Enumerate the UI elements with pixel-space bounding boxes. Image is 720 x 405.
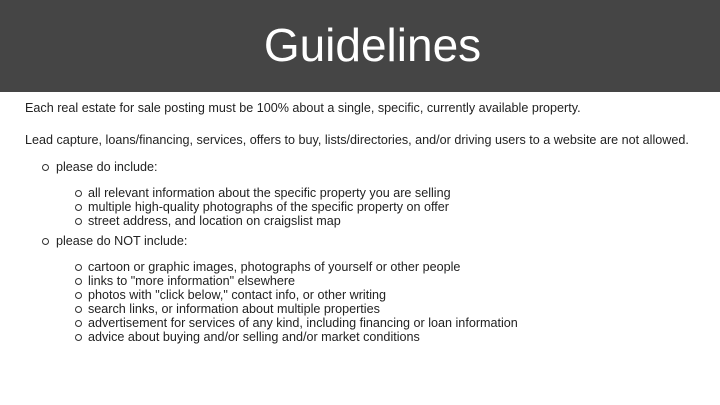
list-item (25, 200, 715, 214)
list-item-text: cartoon or graphic images, photographs of yourself or other people (88, 260, 461, 274)
list-item-text: advertisement for services of any kind, including financing or loan information (88, 316, 518, 330)
hollow-circle-icon (75, 320, 82, 327)
exclude-list (25, 260, 715, 344)
exclude-section (25, 234, 715, 248)
exclude-heading: please do NOT include: (56, 234, 188, 248)
hollow-circle-icon (75, 278, 82, 285)
hollow-circle-icon (75, 292, 82, 299)
title-bar (0, 0, 720, 92)
list-item (25, 274, 715, 288)
hollow-circle-icon (42, 238, 49, 245)
include-list (25, 186, 715, 228)
list-item (25, 330, 715, 344)
guidelines-body (25, 101, 715, 344)
list-item (25, 288, 715, 302)
hollow-circle-icon (75, 306, 82, 313)
list-item (25, 214, 715, 228)
hollow-circle-icon (75, 264, 82, 271)
list-item (25, 260, 715, 274)
list-item (25, 186, 715, 200)
list-item (25, 316, 715, 330)
list-item-text: multiple high-quality photographs of the specific property on offer (88, 200, 450, 214)
list-item-text: photos with "click below," contact info, or other writing (88, 288, 387, 302)
list-item-text: search links, or information about multiple properties (88, 302, 380, 316)
hollow-circle-icon (42, 164, 49, 171)
slide-title: Guidelines (263, 19, 482, 71)
list-item-text: all relevant information about the specific property you are selling (88, 186, 451, 200)
not-allowed-paragraph: Lead capture, loans/financing, services, offers to buy, lists/directories, and/or driving users to a website are not allowed. (25, 133, 689, 147)
list-item (25, 302, 715, 316)
list-item-text: street address, and location on craigslist map (88, 214, 341, 228)
hollow-circle-icon (75, 204, 82, 211)
list-item-text: advice about buying and/or selling and/or market conditions (88, 330, 420, 344)
intro-paragraph: Each real estate for sale posting must be 100% about a single, specific, currently available property. (25, 101, 581, 115)
include-heading: please do include: (56, 160, 158, 174)
list-item-text: links to "more information" elsewhere (88, 274, 296, 288)
hollow-circle-icon (75, 190, 82, 197)
hollow-circle-icon (75, 334, 82, 341)
hollow-circle-icon (75, 218, 82, 225)
include-section (25, 160, 715, 174)
